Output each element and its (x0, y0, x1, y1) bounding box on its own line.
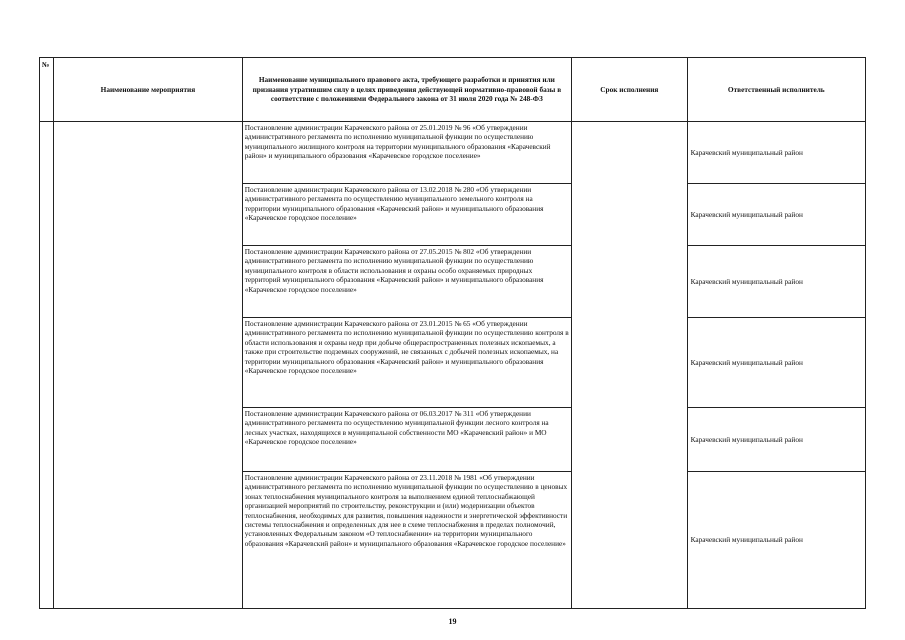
responsible-cell: Карачевский муниципальный район (687, 472, 865, 609)
event-cell (54, 122, 243, 609)
responsible-cell: Карачевский муниципальный район (687, 122, 865, 184)
header-term: Срок исполнения (572, 58, 688, 122)
header-number: № (40, 58, 54, 122)
responsible-cell: Карачевский муниципальный район (687, 318, 865, 408)
act-cell: Постановление администрации Карачевского района от 13.02.2018 № 280 «Об утверждении административного регламента по осуществлению муниципального земельного контроля на территории муниципального образования «Карачевский район» и муниципального образования «Карачевское городское поселение» (242, 184, 571, 246)
table-row (40, 122, 866, 184)
act-cell: Постановление администрации Карачевского района от 25.01.2019 № 96 «Об утверждении административного регламента по исполнению муниципальной функции по осуществлению муниципального жилищного контроля на территории муниципального образования «Карачевский район» и муниципального образования «Карачевское городское поселение» (242, 122, 571, 184)
number-cell (40, 122, 54, 609)
responsible-cell: Карачевский муниципальный район (687, 184, 865, 246)
table-header-row (40, 58, 866, 122)
responsible-cell: Карачевский муниципальный район (687, 246, 865, 318)
header-event: Наименование мероприятия (54, 58, 243, 122)
responsible-cell: Карачевский муниципальный район (687, 408, 865, 472)
header-act: Наименование муниципального правового акта, требующего разработки и принятия или признания утратившим силу в целях приведения действующей нормативно-правовой базы в соответствие с положениями Федерального закона от 31 июля 2020 года № 248-ФЗ (242, 58, 571, 122)
act-cell: Постановление администрации Карачевского района от 23.11.2018 № 1981 «Об утверждении административного регламента по исполнению муниципальной функции по осуществлению в ценовых зонах теплоснабжения муниципального контроля за выполнением единой теплоснабжающей организацией мероприятий по строительству, реконструкции и (или) модернизации объектов теплоснабжения, необходимых для развития, повышения надежности и энергетической эффективности системы теплоснабжения и определенных для нее в схеме теплоснабжения в пределах полномочий, установленных Федеральным законом «О теплоснабжении» на территории муниципального образования «Карачевский район» и муниципального образования «Карачевское городское поселение» (242, 472, 571, 609)
regulation-table (39, 57, 866, 609)
act-cell: Постановление администрации Карачевского района от 23.01.2015 № 65 «Об утверждении административного регламента по исполнению муниципальной функции по осуществлению контроля в области использования и охраны недр при добыче общераспространенных полезных ископаемых, а также при строительстве подземных сооружений, не связанных с добычей полезных ископаемых, на территории муниципального образования «Карачевский район» и муниципального образования «Карачевское городское поселение» (242, 318, 571, 408)
act-cell: Постановление администрации Карачевского района от 06.03.2017 № 311 «Об утверждении административного регламента по осуществлению муниципальной функции лесного контроля на лесных участках, находящихся в муниципальной собственности МО «Карачевский район» и МО «Карачевское городское поселение» (242, 408, 571, 472)
page-number: 19 (448, 617, 457, 626)
term-cell (572, 122, 688, 609)
header-responsible: Ответственный исполнитель (687, 58, 865, 122)
act-cell: Постановление администрации Карачевского района от 27.05.2015 № 802 «Об утверждении административного регламента по исполнению муниципальной функции по осуществлению муниципального контроля в области использования и охраны особо охраняемых природных территорий муниципального образования «Карачевский район» и муниципального образования «Карачевское городское поселение» (242, 246, 571, 318)
